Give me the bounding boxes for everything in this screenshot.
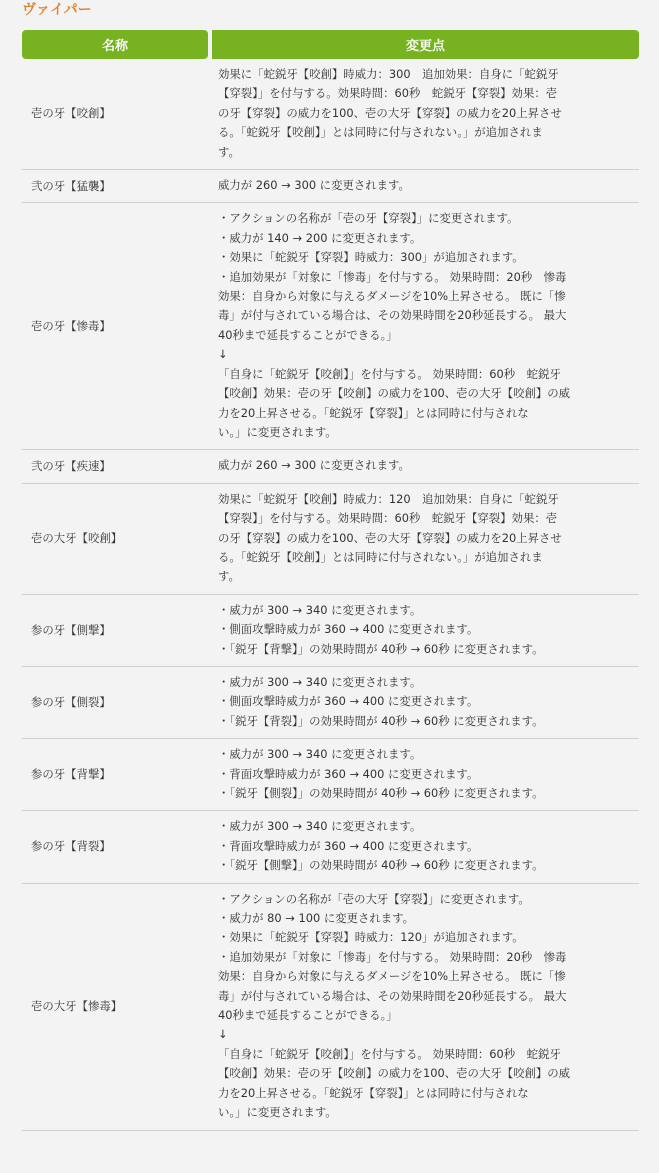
- change-line: 力を20上昇させる。「蛇鋭牙【穿裂】」とは同時に付与されな: [218, 405, 529, 420]
- table-row: [22, 595, 639, 667]
- table-header-row: [22, 30, 639, 59]
- row-action-name: 参の牙【側裂】: [22, 667, 208, 739]
- row-action-name: 壱の牙【咬創】: [22, 59, 208, 170]
- table-row: [22, 884, 639, 1131]
- row-change-description: [208, 884, 639, 1131]
- change-line: ・「鋭牙【側撃】」の効果時間が 40秒 → 60秒 に変更されます。: [218, 858, 544, 873]
- change-line: 40秒まで延長することができる。」: [218, 327, 398, 342]
- row-action-name: 参の牙【側撃】: [22, 595, 208, 667]
- change-line: い。」に変更されます。: [218, 1105, 337, 1120]
- change-line: ・効果に「蛇鋭牙【穿裂】時威力：120」が追加されます。: [218, 930, 524, 945]
- change-line: ・背面攻撃時威力が 360 → 400 に変更されます。: [218, 838, 479, 853]
- row-action-name: 参の牙【背撃】: [22, 739, 208, 811]
- change-line: ・アクションの名称が「壱の牙【穿裂】」に変更されます。: [218, 211, 519, 226]
- table-row: [22, 739, 639, 811]
- change-line: 「自身に「蛇鋭牙【咬創】」を付与する。 効果時間：60秒 蛇鋭牙: [218, 1046, 561, 1061]
- row-change-description: [208, 595, 639, 667]
- table-row: [22, 170, 639, 203]
- change-line: 毒」が付与されている場合は、その効果時間を20秒延長する。 最大: [218, 308, 567, 323]
- section-title: ヴァイパー: [22, 2, 92, 18]
- change-line: ↓: [218, 347, 228, 362]
- row-action-name: 壱の牙【惨毒】: [22, 203, 208, 450]
- row-action-name: 弐の牙【疾速】: [22, 450, 208, 483]
- change-line: ・威力が 300 → 340 に変更されます。: [218, 819, 422, 834]
- change-line: 【穿裂】」を付与する。効果時間：60秒 蛇鋭牙【穿裂】効果：壱: [218, 511, 558, 526]
- table-row: [22, 811, 639, 883]
- row-change-description: [208, 811, 639, 883]
- change-line: ↓: [218, 1027, 228, 1042]
- change-line: 【咬創】効果：壱の牙【咬創】の威力を100、壱の大牙【咬創】の威: [218, 386, 571, 401]
- change-line: ・威力が 300 → 340 に変更されます。: [218, 602, 422, 617]
- table-row: [22, 667, 639, 739]
- row-change-description: [208, 667, 639, 739]
- row-change-description: [208, 484, 639, 595]
- change-line: の牙【穿裂】の威力を100、壱の大牙【穿裂】の威力を20上昇させ: [218, 105, 562, 120]
- header-name: 名称: [22, 30, 208, 59]
- change-line: 威力が 260 → 300 に変更されます。: [218, 178, 410, 193]
- change-line: る。「蛇鋭牙【咬創】」とは同時に付与されない。」が追加されま: [218, 125, 543, 140]
- change-line: す。: [218, 569, 240, 584]
- change-line: ・側面攻撃時威力が 360 → 400 に変更されます。: [218, 622, 479, 637]
- change-line: ・「鋭牙【背裂】」の効果時間が 40秒 → 60秒 に変更されます。: [218, 713, 544, 728]
- change-line: る。「蛇鋭牙【咬創】」とは同時に付与されない。」が追加されま: [218, 549, 543, 564]
- change-line: 【穿裂】」を付与する。効果時間：60秒 蛇鋭牙【穿裂】効果：壱: [218, 86, 558, 101]
- row-change-description: [208, 170, 639, 203]
- change-line: ・威力が 80 → 100 に変更されます。: [218, 911, 415, 926]
- change-line: の牙【穿裂】の威力を100、壱の大牙【穿裂】の威力を20上昇させ: [218, 530, 562, 545]
- change-line: 効果に「蛇鋭牙【咬創】時威力：300 追加効果：自身に「蛇鋭牙: [218, 67, 559, 81]
- change-line: ・側面攻撃時威力が 360 → 400 に変更されます。: [218, 694, 479, 709]
- change-line: 力を20上昇させる。「蛇鋭牙【穿裂】」とは同時に付与されな: [218, 1085, 529, 1100]
- header-changes: 変更点: [208, 30, 639, 59]
- row-change-description: [208, 450, 639, 483]
- row-action-name: 壱の大牙【咬創】: [22, 484, 208, 595]
- change-line: 威力が 260 → 300 に変更されます。: [218, 458, 410, 473]
- change-line: ・効果に「蛇鋭牙【穿裂】時威力：300」が追加されます。: [218, 250, 524, 265]
- change-line: 40秒まで延長することができる。」: [218, 1008, 398, 1023]
- table-body: [22, 59, 639, 1131]
- change-line: ・威力が 300 → 340 に変更されます。: [218, 674, 422, 689]
- change-line: 【咬創】効果：壱の牙【咬創】の威力を100、壱の大牙【咬創】の威: [218, 1066, 571, 1081]
- row-change-description: [208, 59, 639, 170]
- table-row: [22, 203, 639, 450]
- row-action-name: 参の牙【背裂】: [22, 811, 208, 883]
- change-line: い。」に変更されます。: [218, 424, 337, 439]
- change-line: ・アクションの名称が「壱の大牙【穿裂】」に変更されます。: [218, 891, 530, 906]
- change-line: ・威力が 140 → 200 に変更されます。: [218, 230, 422, 245]
- change-line: 効果：自身から対象に与えるダメージを10%上昇させる。 既に「惨: [218, 969, 566, 984]
- change-line: ・背面攻撃時威力が 360 → 400 に変更されます。: [218, 766, 479, 781]
- change-line: 効果に「蛇鋭牙【咬創】時威力：120 追加効果：自身に「蛇鋭牙: [218, 491, 559, 506]
- row-action-name: 弐の牙【猛襲】: [22, 170, 208, 203]
- change-line: 効果：自身から対象に与えるダメージを10%上昇させる。 既に「惨: [218, 289, 566, 304]
- change-line: ・追加効果が「対象に「惨毒」を付与する。 効果時間：20秒 惨毒: [218, 269, 567, 284]
- change-line: す。: [218, 144, 240, 159]
- table-row: [22, 59, 639, 170]
- table-row: [22, 450, 639, 483]
- change-line: ・追加効果が「対象に「惨毒」を付与する。 効果時間：20秒 惨毒: [218, 949, 567, 964]
- row-action-name: 壱の大牙【惨毒】: [22, 884, 208, 1131]
- change-line: ・「鋭牙【背撃】」の効果時間が 40秒 → 60秒 に変更されます。: [218, 641, 544, 656]
- changes-table: [22, 30, 639, 1131]
- change-line: 毒」が付与されている場合は、その効果時間を20秒延長する。 最大: [218, 988, 567, 1003]
- change-line: ・「鋭牙【側裂】」の効果時間が 40秒 → 60秒 に変更されます。: [218, 786, 544, 800]
- change-line: 「自身に「蛇鋭牙【咬創】」を付与する。 効果時間：60秒 蛇鋭牙: [218, 366, 561, 381]
- change-line: ・威力が 300 → 340 に変更されます。: [218, 747, 422, 762]
- row-change-description: [208, 739, 639, 811]
- table-row: [22, 484, 639, 595]
- row-change-description: [208, 203, 639, 450]
